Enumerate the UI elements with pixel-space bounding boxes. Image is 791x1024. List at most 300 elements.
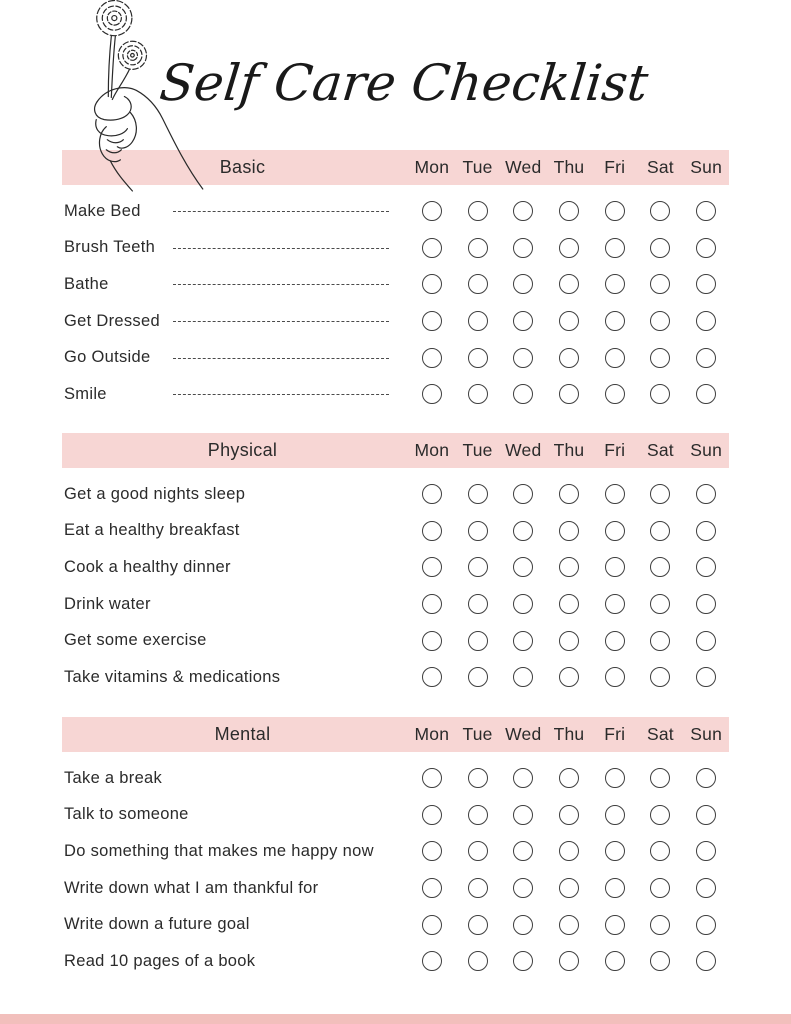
task-label-cell [62, 513, 409, 550]
day-cell [592, 339, 638, 376]
day-checkbox-circle[interactable] [605, 951, 625, 971]
day-header: Sun [690, 724, 723, 744]
day-cell [638, 230, 684, 267]
task-label-cell [62, 586, 409, 623]
day-checkbox-circle[interactable] [422, 631, 442, 651]
checklist-row [62, 586, 729, 623]
day-cell [638, 906, 684, 943]
day-checkbox-circle[interactable] [696, 238, 716, 258]
day-checkbox-circle[interactable] [696, 631, 716, 651]
day-cell [683, 376, 729, 413]
day-checkbox-circle[interactable] [422, 484, 442, 504]
day-checkbox-circle[interactable] [559, 348, 579, 368]
day-cell [592, 797, 638, 834]
day-cell [500, 659, 546, 696]
day-checkbox-circle[interactable] [559, 274, 579, 294]
day-checkbox-circle[interactable] [650, 311, 670, 331]
day-cell [592, 549, 638, 586]
day-checkbox-circle[interactable] [650, 841, 670, 861]
footer-accent-bar [0, 1014, 791, 1024]
checklist-row [62, 870, 729, 907]
day-cell [683, 760, 729, 797]
day-cell [500, 513, 546, 550]
day-checkbox-circle[interactable] [650, 348, 670, 368]
day-checkbox-circle[interactable] [422, 557, 442, 577]
day-cell [638, 193, 684, 230]
day-checkbox-circle[interactable] [513, 768, 533, 788]
day-cell [455, 476, 501, 513]
day-cell [592, 230, 638, 267]
day-checkbox-circle[interactable] [422, 348, 442, 368]
day-checkbox-circle[interactable] [559, 805, 579, 825]
day-cell [455, 833, 501, 870]
day-checkbox-circle[interactable] [468, 768, 488, 788]
day-cell [500, 230, 546, 267]
day-checkbox-circle[interactable] [605, 841, 625, 861]
day-cell [546, 586, 592, 623]
day-checkbox-circle[interactable] [513, 348, 533, 368]
day-checkbox-circle[interactable] [559, 384, 579, 404]
day-cell [683, 833, 729, 870]
day-checkbox-circle[interactable] [605, 484, 625, 504]
day-cell [455, 339, 501, 376]
day-cell [638, 303, 684, 340]
day-cell [638, 339, 684, 376]
day-checkbox-circle[interactable] [696, 311, 716, 331]
day-checkbox-circle[interactable] [650, 631, 670, 651]
dotted-leader-line [173, 358, 389, 359]
day-checkbox-circle[interactable] [559, 878, 579, 898]
day-cell [546, 659, 592, 696]
day-cell [500, 303, 546, 340]
day-header: Wed [505, 440, 542, 460]
day-cell [592, 476, 638, 513]
task-label: Write down a future goal [64, 915, 250, 934]
day-cell [409, 833, 455, 870]
day-checkbox-circle[interactable] [559, 951, 579, 971]
section-rows [62, 760, 729, 980]
day-checkbox-circle[interactable] [605, 878, 625, 898]
day-cell [546, 943, 592, 980]
day-header: Tue [462, 440, 493, 460]
day-checkbox-circle[interactable] [696, 594, 716, 614]
day-checkbox-circle[interactable] [605, 238, 625, 258]
day-checkbox-circle[interactable] [559, 841, 579, 861]
task-label: Get a good nights sleep [64, 484, 246, 503]
day-cell [638, 622, 684, 659]
day-checkbox-circle[interactable] [605, 557, 625, 577]
day-checkbox-circle[interactable] [468, 951, 488, 971]
day-cell [409, 513, 455, 550]
day-checkbox-circle[interactable] [468, 384, 488, 404]
day-checkbox-circle[interactable] [696, 484, 716, 504]
day-checkbox-circle[interactable] [422, 951, 442, 971]
task-label-cell [62, 906, 409, 943]
day-checkbox-circle[interactable] [513, 915, 533, 935]
page-title: Self Care Checklist [156, 54, 651, 112]
day-checkbox-circle[interactable] [650, 951, 670, 971]
day-checkbox-circle[interactable] [422, 311, 442, 331]
task-label-cell [62, 549, 409, 586]
day-checkbox-circle[interactable] [422, 594, 442, 614]
checklist-row [62, 339, 729, 376]
day-checkbox-circle[interactable] [468, 311, 488, 331]
day-cell [409, 870, 455, 907]
day-checkbox-circle[interactable] [422, 521, 442, 541]
day-checkbox-circle[interactable] [696, 201, 716, 221]
day-cell [455, 622, 501, 659]
task-label: Bathe [64, 274, 109, 293]
day-header: Sun [690, 440, 723, 460]
day-cell [500, 943, 546, 980]
day-cell [455, 266, 501, 303]
day-cell [500, 586, 546, 623]
checklist-row [62, 549, 729, 586]
day-checkbox-circle[interactable] [513, 878, 533, 898]
task-label: Make Bed [64, 201, 141, 220]
day-checkbox-circle[interactable] [605, 805, 625, 825]
day-cell [409, 760, 455, 797]
day-cell [455, 797, 501, 834]
day-checkbox-circle[interactable] [605, 274, 625, 294]
day-cell [455, 659, 501, 696]
day-cell [592, 659, 638, 696]
day-checkbox-circle[interactable] [696, 274, 716, 294]
day-checkbox-circle[interactable] [468, 915, 488, 935]
day-cell [500, 476, 546, 513]
day-checkbox-circle[interactable] [696, 384, 716, 404]
day-cell [409, 797, 455, 834]
task-label-cell [62, 476, 409, 513]
day-cell [409, 659, 455, 696]
day-checkbox-circle[interactable] [605, 521, 625, 541]
day-cell [683, 586, 729, 623]
day-cell [592, 266, 638, 303]
checklist-row [62, 513, 729, 550]
day-cell [638, 659, 684, 696]
day-cell [683, 266, 729, 303]
day-checkbox-circle[interactable] [422, 201, 442, 221]
hand-flowers-illustration [84, 0, 210, 196]
checklist-row [62, 193, 729, 230]
day-cell [455, 303, 501, 340]
day-checkbox-circle[interactable] [696, 768, 716, 788]
checklist-row [62, 797, 729, 834]
checklist-row [62, 833, 729, 870]
checklist-row [62, 476, 729, 513]
task-label-cell [62, 833, 409, 870]
day-header: Sat [646, 440, 674, 460]
day-checkbox-circle[interactable] [513, 384, 533, 404]
day-checkbox-circle[interactable] [650, 238, 670, 258]
day-checkbox-circle[interactable] [559, 915, 579, 935]
day-checkbox-circle[interactable] [650, 557, 670, 577]
day-checkbox-circle[interactable] [559, 594, 579, 614]
day-cell [546, 303, 592, 340]
day-checkbox-circle[interactable] [605, 631, 625, 651]
day-checkbox-circle[interactable] [650, 878, 670, 898]
day-checkbox-circle[interactable] [468, 348, 488, 368]
day-cell [455, 549, 501, 586]
day-checkbox-circle[interactable] [696, 878, 716, 898]
day-checkbox-circle[interactable] [696, 557, 716, 577]
day-cell [592, 513, 638, 550]
day-checkbox-circle[interactable] [468, 557, 488, 577]
day-cell [500, 870, 546, 907]
day-cell [500, 376, 546, 413]
day-cell [592, 943, 638, 980]
day-checkbox-circle[interactable] [559, 557, 579, 577]
day-checkbox-circle[interactable] [605, 348, 625, 368]
dotted-leader-line [173, 211, 389, 212]
day-checkbox-circle[interactable] [468, 631, 488, 651]
day-cell [409, 906, 455, 943]
day-cell [546, 376, 592, 413]
day-cell [546, 833, 592, 870]
day-checkbox-circle[interactable] [468, 274, 488, 294]
day-checkbox-circle[interactable] [422, 238, 442, 258]
day-cell [683, 906, 729, 943]
day-checkbox-circle[interactable] [513, 521, 533, 541]
day-checkbox-circle[interactable] [513, 201, 533, 221]
day-checkbox-circle[interactable] [422, 768, 442, 788]
day-checkbox-circle[interactable] [422, 841, 442, 861]
day-header: Sat [646, 724, 674, 744]
section-title: Physical [207, 440, 278, 460]
day-checkbox-circle[interactable] [513, 631, 533, 651]
day-cell [683, 622, 729, 659]
task-label-cell [62, 230, 409, 267]
day-cell [409, 476, 455, 513]
day-checkbox-circle[interactable] [468, 238, 488, 258]
day-checkbox-circle[interactable] [650, 484, 670, 504]
day-cell [638, 376, 684, 413]
day-checkbox-circle[interactable] [559, 667, 579, 687]
day-checkbox-circle[interactable] [696, 951, 716, 971]
day-header: Sun [690, 157, 723, 177]
day-checkbox-circle[interactable] [605, 768, 625, 788]
section-rows [62, 193, 729, 413]
day-cell [683, 943, 729, 980]
day-cell [500, 797, 546, 834]
day-cell [455, 376, 501, 413]
day-cell [592, 622, 638, 659]
day-checkbox-circle[interactable] [605, 384, 625, 404]
day-checkbox-circle[interactable] [422, 805, 442, 825]
day-cell [455, 870, 501, 907]
flower-icon [118, 41, 146, 69]
day-cell [592, 870, 638, 907]
day-cell [592, 376, 638, 413]
section-header-band [62, 717, 729, 752]
day-checkbox-circle[interactable] [513, 594, 533, 614]
day-checkbox-circle[interactable] [468, 805, 488, 825]
day-checkbox-circle[interactable] [650, 201, 670, 221]
checklist-row [62, 376, 729, 413]
day-checkbox-circle[interactable] [513, 484, 533, 504]
day-checkbox-circle[interactable] [696, 805, 716, 825]
day-checkbox-circle[interactable] [422, 274, 442, 294]
day-checkbox-circle[interactable] [559, 521, 579, 541]
day-cell [500, 549, 546, 586]
dotted-leader-line [173, 248, 389, 249]
dotted-leader-line [173, 284, 389, 285]
day-cell [638, 266, 684, 303]
day-cell [592, 833, 638, 870]
task-label-cell [62, 376, 409, 413]
day-checkbox-circle[interactable] [422, 915, 442, 935]
day-cell [683, 659, 729, 696]
task-label-cell [62, 943, 409, 980]
day-checkbox-circle[interactable] [605, 311, 625, 331]
day-cell [409, 376, 455, 413]
checklist-row [62, 943, 729, 980]
day-checkbox-circle[interactable] [513, 557, 533, 577]
day-header: Fri [604, 724, 626, 744]
day-cell [546, 513, 592, 550]
day-checkbox-circle[interactable] [468, 484, 488, 504]
day-header: Sat [646, 157, 674, 177]
day-checkbox-circle[interactable] [422, 384, 442, 404]
day-checkbox-circle[interactable] [513, 951, 533, 971]
day-checkbox-circle[interactable] [513, 841, 533, 861]
day-checkbox-circle[interactable] [513, 311, 533, 331]
day-checkbox-circle[interactable] [559, 201, 579, 221]
checklist-row [62, 760, 729, 797]
hand-outline [95, 88, 203, 191]
day-checkbox-circle[interactable] [650, 805, 670, 825]
day-cell [455, 906, 501, 943]
day-checkbox-circle[interactable] [468, 841, 488, 861]
day-checkbox-circle[interactable] [605, 915, 625, 935]
day-cell [683, 797, 729, 834]
day-cell [455, 586, 501, 623]
day-checkbox-circle[interactable] [422, 667, 442, 687]
day-cell [638, 586, 684, 623]
day-cell [638, 760, 684, 797]
day-checkbox-circle[interactable] [559, 484, 579, 504]
day-header: Mon [414, 724, 450, 744]
checklist-row [62, 622, 729, 659]
day-cell [455, 943, 501, 980]
day-checkbox-circle[interactable] [422, 878, 442, 898]
task-label: Take vitamins & medications [64, 667, 281, 686]
day-cell [500, 622, 546, 659]
day-cell [683, 339, 729, 376]
day-cell [409, 586, 455, 623]
day-checkbox-circle[interactable] [468, 594, 488, 614]
day-checkbox-circle[interactable] [513, 238, 533, 258]
section-rows [62, 476, 729, 696]
day-checkbox-circle[interactable] [468, 667, 488, 687]
task-label: Read 10 pages of a book [64, 951, 256, 970]
day-checkbox-circle[interactable] [650, 274, 670, 294]
day-cell [455, 230, 501, 267]
day-checkbox-circle[interactable] [559, 311, 579, 331]
day-checkbox-circle[interactable] [650, 768, 670, 788]
day-cell [409, 943, 455, 980]
day-checkbox-circle[interactable] [650, 521, 670, 541]
day-checkbox-circle[interactable] [559, 238, 579, 258]
day-cell [500, 266, 546, 303]
day-checkbox-circle[interactable] [696, 915, 716, 935]
day-checkbox-circle[interactable] [468, 201, 488, 221]
day-cell [683, 870, 729, 907]
day-cell [546, 549, 592, 586]
day-checkbox-circle[interactable] [468, 521, 488, 541]
day-header: Tue [462, 157, 493, 177]
day-checkbox-circle[interactable] [650, 915, 670, 935]
day-header: Mon [414, 440, 450, 460]
day-checkbox-circle[interactable] [696, 348, 716, 368]
day-checkbox-circle[interactable] [605, 201, 625, 221]
day-checkbox-circle[interactable] [650, 667, 670, 687]
day-cell [409, 230, 455, 267]
day-cell [592, 193, 638, 230]
checklist-row [62, 266, 729, 303]
section-title: Mental [214, 724, 271, 744]
day-cell [638, 549, 684, 586]
day-cell [683, 193, 729, 230]
day-checkbox-circle[interactable] [559, 768, 579, 788]
task-label: Drink water [64, 594, 151, 613]
day-cell [592, 906, 638, 943]
checklist-section [62, 433, 729, 696]
task-label-cell [62, 266, 409, 303]
day-cell [638, 476, 684, 513]
day-checkbox-circle[interactable] [650, 384, 670, 404]
day-checkbox-circle[interactable] [696, 521, 716, 541]
task-label: Take a break [64, 768, 163, 787]
day-checkbox-circle[interactable] [468, 878, 488, 898]
task-label-cell [62, 797, 409, 834]
day-cell [683, 230, 729, 267]
day-header: Tue [462, 724, 493, 744]
day-cell [546, 760, 592, 797]
day-cell [500, 833, 546, 870]
day-cell [638, 833, 684, 870]
day-checkbox-circle[interactable] [513, 274, 533, 294]
day-cell [500, 339, 546, 376]
day-checkbox-circle[interactable] [605, 594, 625, 614]
task-label-cell [62, 193, 409, 230]
day-checkbox-circle[interactable] [696, 667, 716, 687]
day-checkbox-circle[interactable] [513, 667, 533, 687]
day-checkbox-circle[interactable] [605, 667, 625, 687]
checklist-row [62, 906, 729, 943]
day-header: Wed [505, 724, 542, 744]
day-cell [455, 513, 501, 550]
task-label: Brush Teeth [64, 238, 156, 257]
task-label: Get Dressed [64, 311, 160, 330]
day-cell [683, 476, 729, 513]
task-label-cell [62, 659, 409, 696]
day-checkbox-circle[interactable] [650, 594, 670, 614]
checklist-section [62, 717, 729, 980]
task-label: Do something that makes me happy now [64, 841, 374, 860]
day-checkbox-circle[interactable] [513, 805, 533, 825]
dotted-leader-line [173, 394, 389, 395]
day-header: Mon [414, 157, 450, 177]
day-cell [546, 193, 592, 230]
day-cell [546, 906, 592, 943]
day-checkbox-circle[interactable] [559, 631, 579, 651]
day-cell [409, 193, 455, 230]
task-label: Eat a healthy breakfast [64, 521, 240, 540]
day-cell [683, 303, 729, 340]
day-cell [683, 549, 729, 586]
day-checkbox-circle[interactable] [696, 841, 716, 861]
